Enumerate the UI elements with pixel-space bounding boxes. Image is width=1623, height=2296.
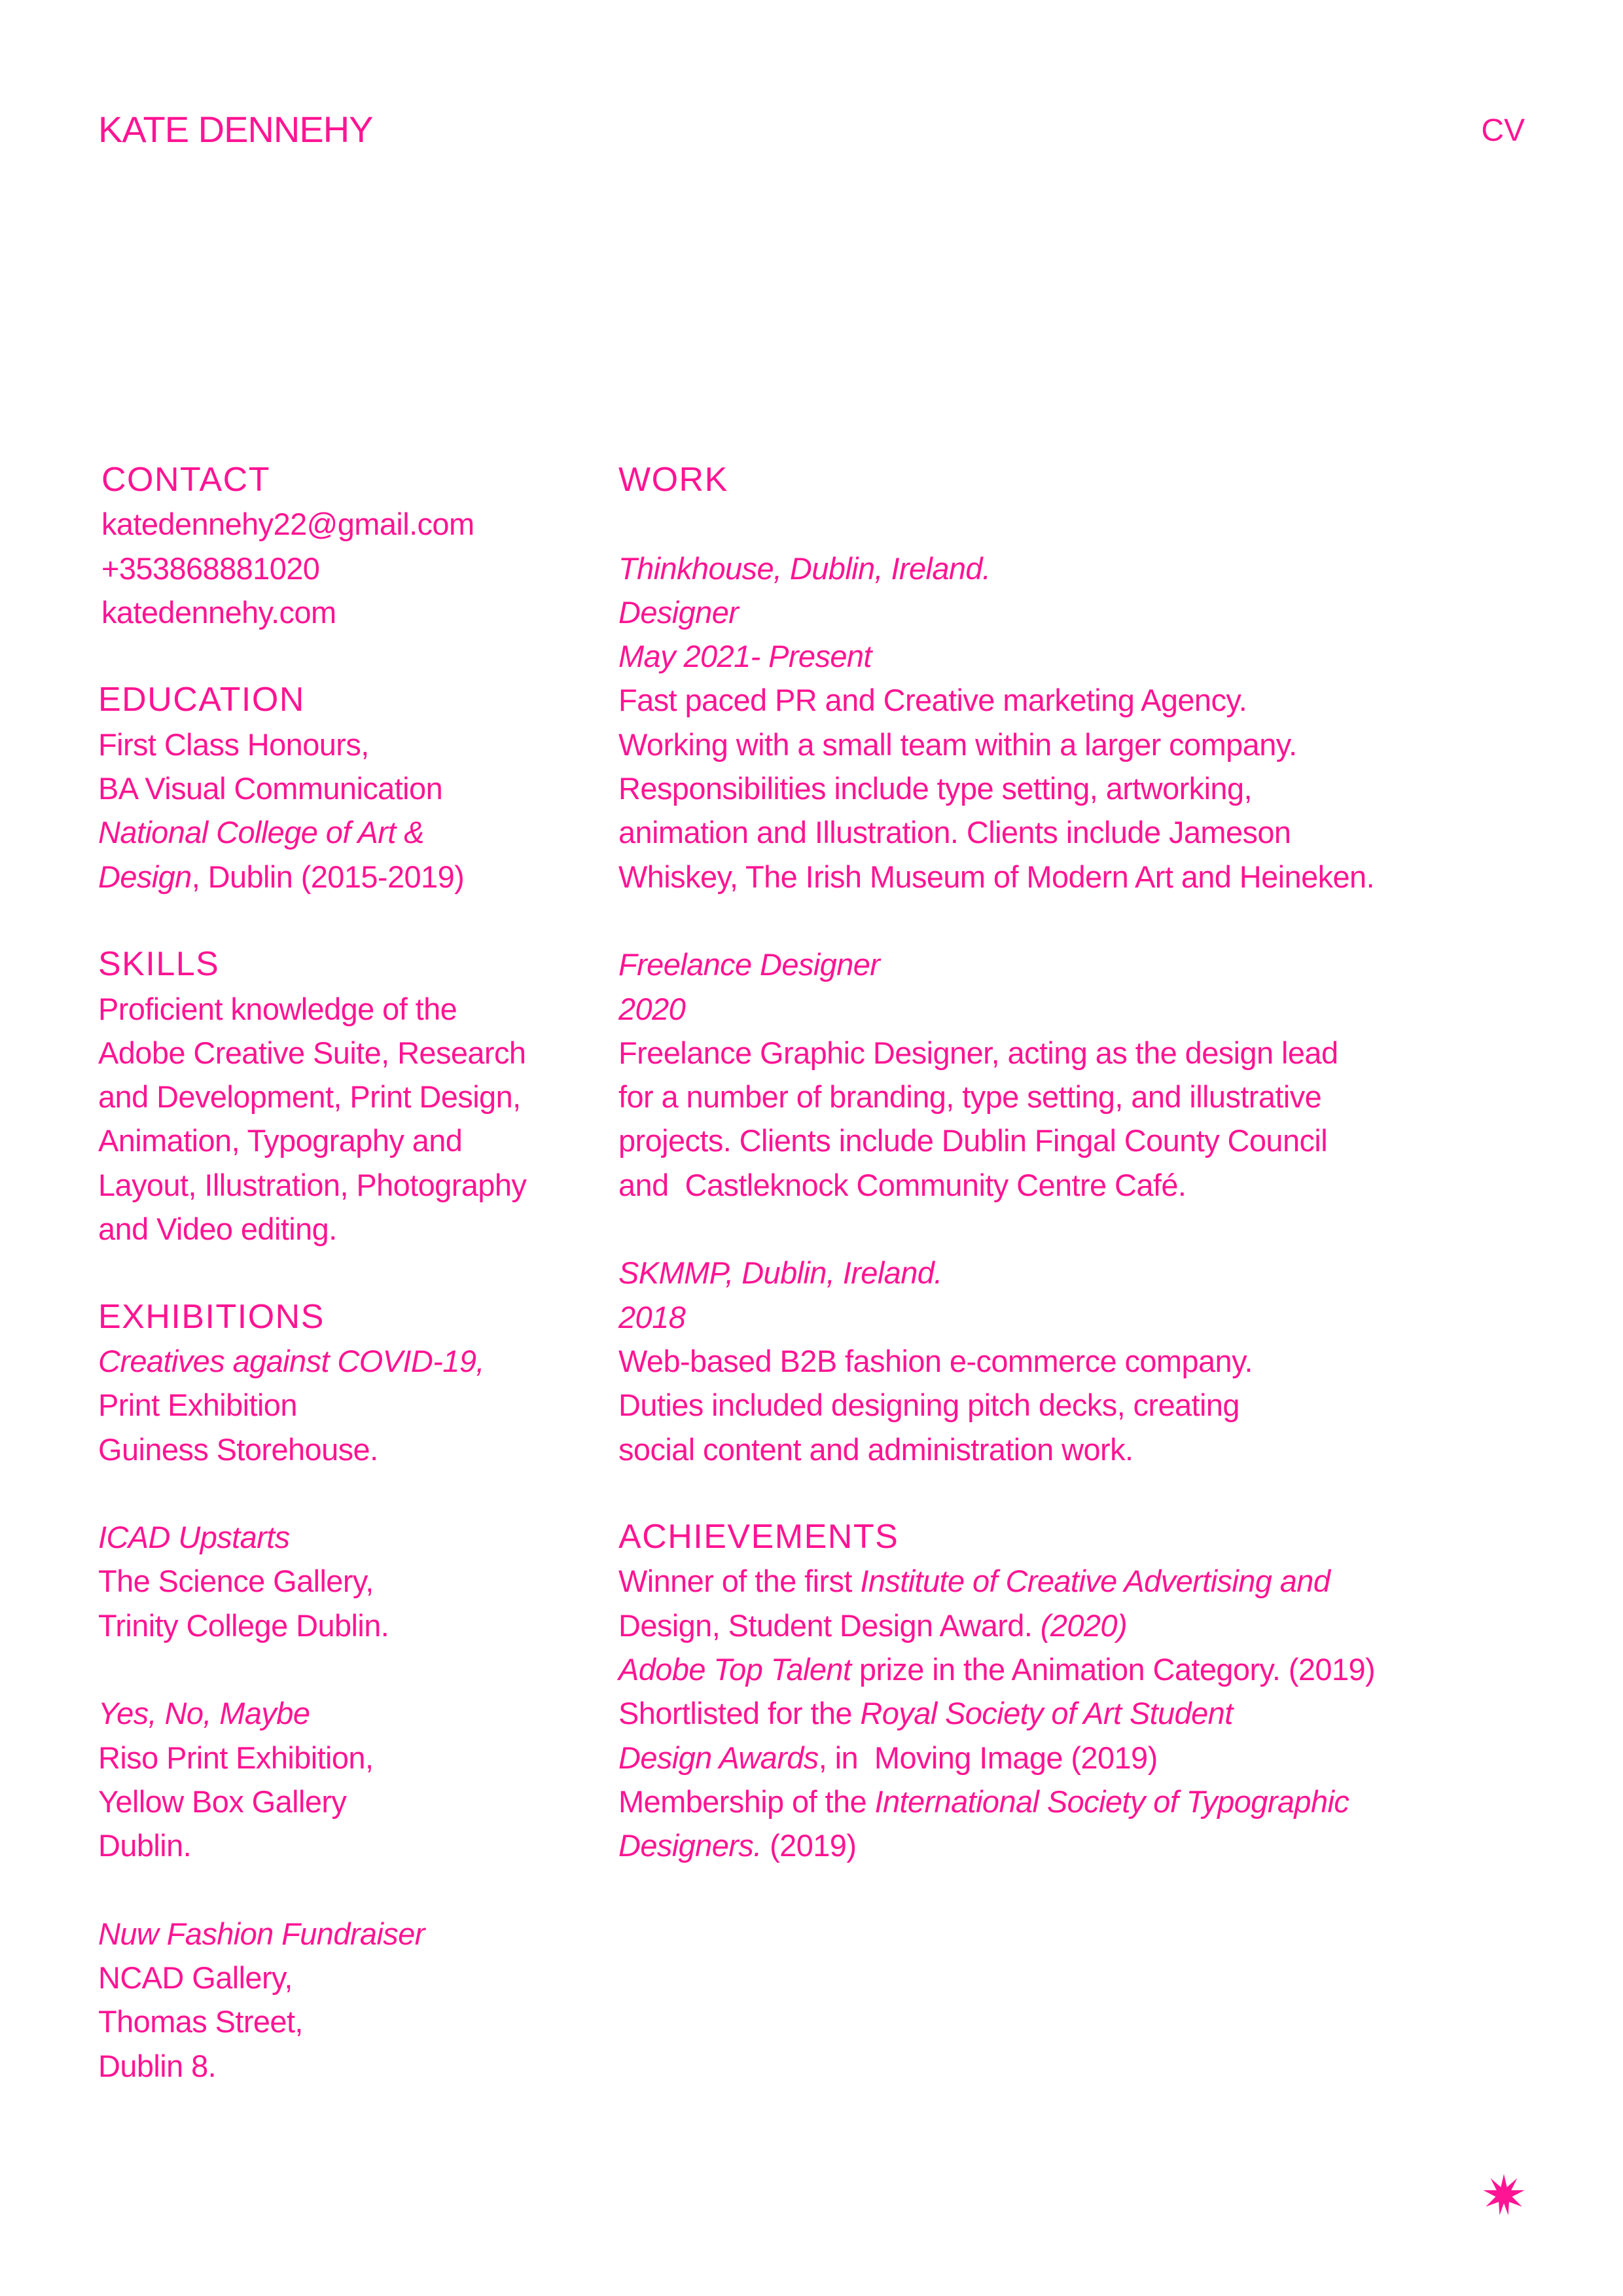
spacer bbox=[98, 1868, 556, 1912]
skills-heading: SKILLS bbox=[98, 945, 220, 984]
achievement-text: (2019) bbox=[761, 1828, 857, 1863]
achievement-award-name: Designers. bbox=[618, 1828, 762, 1863]
education-school-name-end: Design bbox=[98, 859, 192, 894]
job-description: Whiskey, The Irish Museum of Modern Art and Heineken. bbox=[618, 859, 1375, 894]
achievement-award-name: Royal Society of Art Student bbox=[860, 1696, 1233, 1731]
exhibition-detail: Dublin 8. bbox=[98, 2048, 217, 2083]
job-company bbox=[618, 1251, 1436, 1295]
job-description: Web-based B2B fashion e-commerce company. bbox=[618, 1343, 1253, 1378]
exhibition-detail: NCAD Gallery, bbox=[98, 1960, 293, 1996]
contact-email: katedennehy22@gmail.com bbox=[101, 507, 474, 542]
skills-line: Layout, Illustration, Photography bbox=[98, 1167, 527, 1202]
spacer bbox=[98, 634, 556, 678]
job-company-text: SKMMP, Dublin, Ireland. bbox=[618, 1255, 942, 1291]
job-description: Freelance Graphic Designer, acting as the design lead bbox=[618, 1035, 1338, 1070]
job-description: Fast paced PR and Creative marketing Agency. bbox=[618, 683, 1247, 718]
spacer bbox=[98, 1647, 556, 1691]
contact-heading: CONTACT bbox=[101, 461, 270, 499]
job-role bbox=[618, 942, 1436, 986]
achievement-line bbox=[618, 1736, 1436, 1780]
contact-website: katedennehy.com bbox=[101, 594, 336, 630]
exhibition-title-text: Yes, No, Maybe bbox=[98, 1696, 310, 1731]
job-role bbox=[618, 590, 1436, 634]
skills-line: Proficient knowledge of the bbox=[98, 991, 457, 1026]
skills-line: Adobe Creative Suite, Research bbox=[98, 1035, 526, 1070]
left-column bbox=[98, 458, 556, 2088]
work-heading: WORK bbox=[618, 461, 728, 499]
skills-line: and Development, Print Design, bbox=[98, 1079, 521, 1115]
job-description: Responsibilities include type setting, artworking, bbox=[618, 771, 1252, 806]
job-description: Working with a small team within a larger company. bbox=[618, 726, 1297, 762]
job-description: projects. Clients include Dublin Fingal County Council bbox=[618, 1123, 1328, 1158]
exhibition-detail: Dublin. bbox=[98, 1828, 192, 1863]
achievement-line bbox=[618, 1780, 1436, 1823]
achievement-text: Shortlisted for the bbox=[618, 1696, 861, 1731]
education-dates: , Dublin (2015-2019) bbox=[191, 859, 465, 894]
job-dates-text: May 2021- Present bbox=[618, 639, 872, 674]
spacer bbox=[618, 1207, 1436, 1251]
achievement-award-name: International Society of Typographic bbox=[874, 1784, 1349, 1819]
exhibition-detail: Print Exhibition bbox=[98, 1388, 297, 1423]
job-description: social content and administration work. bbox=[618, 1431, 1133, 1467]
job-dates bbox=[618, 1295, 1436, 1339]
job-description: for a number of branding, type setting, and illustrative bbox=[618, 1079, 1322, 1115]
education-school-name: National College of Art & bbox=[98, 815, 424, 850]
exhibition-detail: Yellow Box Gallery bbox=[98, 1784, 347, 1819]
education-school-location bbox=[98, 855, 556, 899]
job-description: animation and Illustration. Clients include Jameson bbox=[618, 815, 1291, 850]
exhibition-title bbox=[98, 1515, 556, 1559]
exhibitions-heading: EXHIBITIONS bbox=[98, 1297, 325, 1336]
exhibition-detail: Trinity College Dublin. bbox=[98, 1607, 389, 1643]
exhibition-title-text: ICAD Upstarts bbox=[98, 1520, 290, 1555]
achievement-text: , in Moving Image (2019) bbox=[818, 1740, 1158, 1775]
exhibition-title bbox=[98, 1912, 556, 1956]
job-description: and Castleknock Community Centre Café. bbox=[618, 1167, 1186, 1202]
spacer bbox=[618, 1471, 1436, 1515]
spacer bbox=[618, 502, 1436, 546]
skills-line: Animation, Typography and bbox=[98, 1123, 463, 1158]
contact-phone: +353868881020 bbox=[101, 550, 320, 586]
exhibition-title bbox=[98, 1691, 556, 1735]
job-dates-text: 2018 bbox=[618, 1299, 686, 1335]
job-role-text: Designer bbox=[618, 594, 739, 630]
asterisk-star-icon bbox=[1482, 2173, 1525, 2216]
exhibition-detail: The Science Gallery, bbox=[98, 1564, 374, 1599]
spacer bbox=[98, 1471, 556, 1515]
achievement-text: Winner of the first bbox=[618, 1564, 861, 1599]
exhibition-title-text: Creatives against COVID-19, bbox=[98, 1343, 484, 1378]
education-heading: EDUCATION bbox=[98, 681, 305, 719]
spacer bbox=[98, 1251, 556, 1295]
job-dates bbox=[618, 987, 1436, 1031]
achievement-line bbox=[618, 1691, 1436, 1735]
achievement-award-name: Adobe Top Talent bbox=[618, 1652, 851, 1687]
achievement-line bbox=[618, 1559, 1436, 1603]
achievement-award-name: Design Awards bbox=[618, 1740, 819, 1775]
job-company bbox=[618, 547, 1436, 590]
job-description: Duties included designing pitch decks, creating bbox=[618, 1388, 1240, 1423]
job-role-text: Freelance Designer bbox=[618, 947, 880, 982]
spacer bbox=[618, 899, 1436, 942]
exhibition-title-text: Nuw Fashion Fundraiser bbox=[98, 1916, 425, 1951]
achievement-text: Design, Student Design Award. bbox=[618, 1607, 1041, 1643]
job-company-text: Thinkhouse, Dublin, Ireland. bbox=[618, 550, 991, 586]
education-school bbox=[98, 810, 556, 854]
achievements-heading: ACHIEVEMENTS bbox=[618, 1518, 899, 1556]
exhibition-detail: Thomas Street, bbox=[98, 2004, 303, 2039]
exhibition-detail: Guiness Storehouse. bbox=[98, 1431, 378, 1467]
right-column bbox=[618, 458, 1436, 1868]
page-title-name: KATE DENNEHY bbox=[98, 109, 373, 150]
achievement-award-name: Institute of Creative Advertising and bbox=[860, 1564, 1330, 1599]
exhibition-title bbox=[98, 1339, 556, 1383]
achievement-text: Membership of the bbox=[618, 1784, 875, 1819]
document-type-label: CV bbox=[1481, 113, 1525, 148]
education-degree-class: First Class Honours, bbox=[98, 726, 369, 762]
skills-line: and Video editing. bbox=[98, 1211, 337, 1247]
exhibition-detail: Riso Print Exhibition, bbox=[98, 1740, 374, 1775]
job-dates bbox=[618, 634, 1436, 678]
achievement-line bbox=[618, 1823, 1436, 1867]
achievement-line bbox=[618, 1647, 1436, 1691]
spacer bbox=[98, 899, 556, 942]
job-dates-text: 2020 bbox=[618, 991, 686, 1026]
achievement-text: prize in the Animation Category. (2019) bbox=[851, 1652, 1376, 1687]
education-degree: BA Visual Communication bbox=[98, 771, 443, 806]
achievement-year: (2020) bbox=[1040, 1607, 1128, 1643]
achievement-line bbox=[618, 1604, 1436, 1647]
